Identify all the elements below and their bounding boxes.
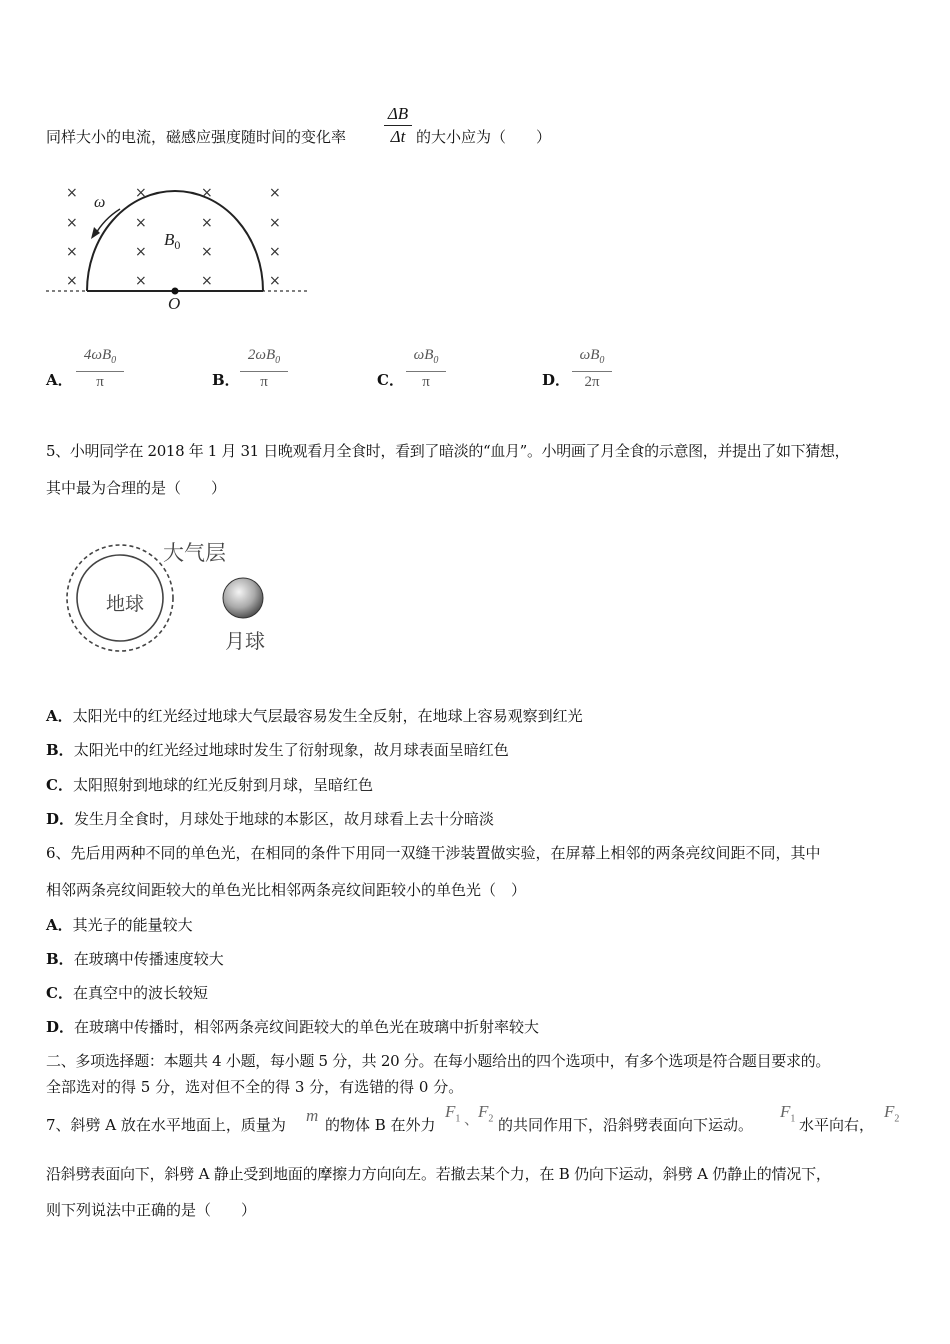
q7-force-f1-again bbox=[780, 1102, 795, 1124]
field-cross: × bbox=[135, 273, 147, 289]
q7-stem-part3: 的共同作用下，沿斜劈表面向下运动。 bbox=[498, 1116, 754, 1134]
fraction-bar bbox=[76, 371, 124, 372]
option-denominator: π bbox=[422, 374, 430, 390]
q7-force-f1 bbox=[445, 1102, 460, 1124]
option-numerator-sub: 0 bbox=[275, 355, 281, 366]
q5-stem-line1: 5、小明同学在 2018 年 1 月 31 日晚观看月全食时，看到了暗淡的“血月”。小明画了月全食的示意图，并提出了如下猜想， bbox=[46, 442, 850, 460]
q7-stem-part4: 水平向右， bbox=[799, 1116, 875, 1134]
option-denominator: π bbox=[260, 374, 268, 390]
field-symbol: B bbox=[164, 230, 175, 249]
option-numerator-text: 4ωB bbox=[83, 347, 112, 363]
q4-option-a-letter[interactable]: A． bbox=[46, 371, 73, 389]
q4-option-c-fraction[interactable] bbox=[406, 346, 446, 391]
q4-option-d-fraction[interactable] bbox=[572, 346, 612, 391]
option-denominator: 2π bbox=[584, 374, 600, 390]
option-text: 发生月全食时，月球处于地球的本影区，故月球看上去十分暗淡 bbox=[74, 810, 495, 828]
force-subscript: 1 bbox=[790, 1113, 796, 1125]
field-cross: × bbox=[201, 244, 213, 260]
q4-option-b-letter[interactable]: B． bbox=[212, 371, 240, 389]
section2-heading-line2: 全部选对的得 5 分，选对但不全的得 3 分，有选错的得 0 分。 bbox=[46, 1078, 464, 1096]
rotation-arrow bbox=[95, 209, 120, 235]
field-cross: × bbox=[269, 273, 281, 289]
fraction-bar bbox=[384, 125, 412, 126]
q7-force-f2 bbox=[478, 1102, 493, 1124]
q5-option-a[interactable] bbox=[46, 705, 583, 727]
field-cross: × bbox=[201, 273, 213, 289]
q6-stem-line1: 6、先后用两种不同的单色光，在相同的条件下用同一双缝干涉装置做实验，在屏幕上相邻的两条亮纹间距不同，其中 bbox=[46, 844, 821, 862]
option-letter: C． bbox=[46, 984, 73, 1002]
q5-option-c[interactable] bbox=[46, 774, 373, 796]
fraction-bar bbox=[240, 371, 288, 372]
q7-force-separator: 、 bbox=[464, 1110, 480, 1128]
option-text: 太阳光中的红光经过地球时发生了衍射现象，故月球表面呈暗红色 bbox=[73, 741, 509, 759]
fraction-bar bbox=[406, 371, 446, 372]
option-letter: D． bbox=[46, 1018, 75, 1036]
field-cross: × bbox=[135, 185, 147, 201]
option-numerator bbox=[406, 346, 446, 370]
q4-stem-before: 同样大小的电流，磁感应强度随时间的变化率 bbox=[46, 128, 347, 146]
force-symbol: F bbox=[445, 1102, 456, 1121]
force-symbol: F bbox=[780, 1102, 791, 1121]
option-numerator-text: 2ωB bbox=[247, 347, 276, 363]
force-symbol: F bbox=[884, 1102, 895, 1121]
field-subscript: 0 bbox=[174, 238, 181, 252]
q5-eclipse-figure bbox=[60, 528, 290, 658]
option-letter: B． bbox=[46, 741, 74, 759]
q4-option-a-fraction[interactable] bbox=[76, 346, 124, 391]
field-cross: × bbox=[66, 273, 78, 289]
q5-option-b[interactable] bbox=[46, 739, 509, 761]
field-cross: × bbox=[201, 185, 213, 201]
atmosphere-label: 大气层 bbox=[163, 541, 226, 565]
option-text: 在真空中的波长较短 bbox=[72, 984, 208, 1002]
q5-option-d[interactable] bbox=[46, 808, 494, 830]
fraction-bar bbox=[572, 371, 612, 372]
field-cross: × bbox=[135, 215, 147, 231]
q4-option-c-letter[interactable]: C． bbox=[377, 371, 404, 389]
q7-stem-part1: 7、斜劈 A 放在水平地面上，质量为 bbox=[46, 1116, 286, 1134]
field-cross: × bbox=[269, 244, 281, 260]
option-text: 其光子的能量较大 bbox=[72, 916, 193, 934]
q4-rate-fraction bbox=[384, 104, 412, 147]
force-subscript: 2 bbox=[488, 1113, 494, 1125]
option-denominator: π bbox=[96, 374, 104, 390]
field-label bbox=[164, 230, 180, 252]
origin-label: O bbox=[168, 294, 181, 313]
option-text: 在玻璃中传播速度较大 bbox=[73, 950, 224, 968]
option-letter: C． bbox=[46, 776, 73, 794]
option-text: 太阳照射到地球的红光反射到月球，呈暗红色 bbox=[72, 776, 373, 794]
q6-option-c[interactable] bbox=[46, 982, 208, 1004]
moon-label: 月球 bbox=[225, 629, 265, 653]
option-numerator-text: ωB bbox=[579, 347, 600, 363]
q7-stem-part2: 的物体 B 在外力 bbox=[325, 1116, 436, 1134]
option-numerator bbox=[76, 346, 124, 370]
field-cross: × bbox=[201, 215, 213, 231]
option-text: 在玻璃中传播时，相邻两条亮纹间距较大的单色光在玻璃中折射率较大 bbox=[74, 1018, 540, 1036]
q4-semicircle-figure bbox=[40, 175, 320, 315]
option-text: 太阳光中的红光经过地球大气层最容易发生全反射，在地球上容易观察到红光 bbox=[72, 707, 583, 725]
option-numerator bbox=[240, 346, 288, 370]
q6-stem-line2: 相邻两条亮纹间距较大的单色光比相邻两条亮纹间距较小的单色光（ ） bbox=[46, 881, 527, 899]
option-numerator-sub: 0 bbox=[433, 355, 439, 366]
option-numerator-sub: 0 bbox=[599, 355, 605, 366]
q7-stem-line2: 沿斜劈表面向下，斜劈 A 静止受到地面的摩擦力方向向左。若撤去某个力，在 B 仍向下运动，斜劈 A 仍静止的情况下， bbox=[46, 1165, 831, 1183]
field-cross: × bbox=[269, 185, 281, 201]
q6-option-b[interactable] bbox=[46, 948, 224, 970]
force-subscript: 2 bbox=[894, 1113, 900, 1125]
section2-heading-line1: 二、多项选择题：本题共 4 小题，每小题 5 分，共 20 分。在每小题给出的四个选项中，有多个选项是符合题目要求的。 bbox=[46, 1052, 831, 1070]
q4-option-d-letter[interactable]: D． bbox=[542, 371, 571, 389]
option-numerator-sub: 0 bbox=[111, 355, 117, 366]
q5-stem-line2: 其中最为合理的是（ ） bbox=[46, 479, 227, 497]
q6-option-a[interactable] bbox=[46, 914, 193, 936]
q4-stem-after: 的大小应为（ ） bbox=[416, 128, 552, 146]
q4-option-b-fraction[interactable] bbox=[240, 346, 288, 391]
force-symbol: F bbox=[478, 1102, 489, 1121]
option-numerator bbox=[572, 346, 612, 370]
force-subscript: 1 bbox=[455, 1113, 461, 1125]
q4-fraction-numerator: ΔB bbox=[387, 104, 409, 123]
field-cross: × bbox=[66, 244, 78, 260]
field-cross: × bbox=[66, 185, 78, 201]
q6-option-d[interactable] bbox=[46, 1016, 539, 1038]
q7-stem-line3: 则下列说法中正确的是（ ） bbox=[46, 1201, 257, 1219]
option-letter: D． bbox=[46, 810, 75, 828]
field-cross: × bbox=[66, 215, 78, 231]
q7-mass-symbol: m bbox=[306, 1106, 319, 1125]
option-letter: A． bbox=[46, 916, 73, 934]
q7-force-f2-again bbox=[884, 1102, 899, 1124]
omega-label: ω bbox=[94, 194, 106, 211]
option-letter: B． bbox=[46, 950, 74, 968]
option-letter: A． bbox=[46, 707, 73, 725]
earth-label: 地球 bbox=[106, 593, 145, 615]
field-cross: × bbox=[269, 215, 281, 231]
option-numerator-text: ωB bbox=[413, 347, 434, 363]
field-cross: × bbox=[135, 244, 147, 260]
moon-sphere bbox=[223, 578, 263, 618]
q4-fraction-denominator: Δt bbox=[390, 127, 406, 146]
